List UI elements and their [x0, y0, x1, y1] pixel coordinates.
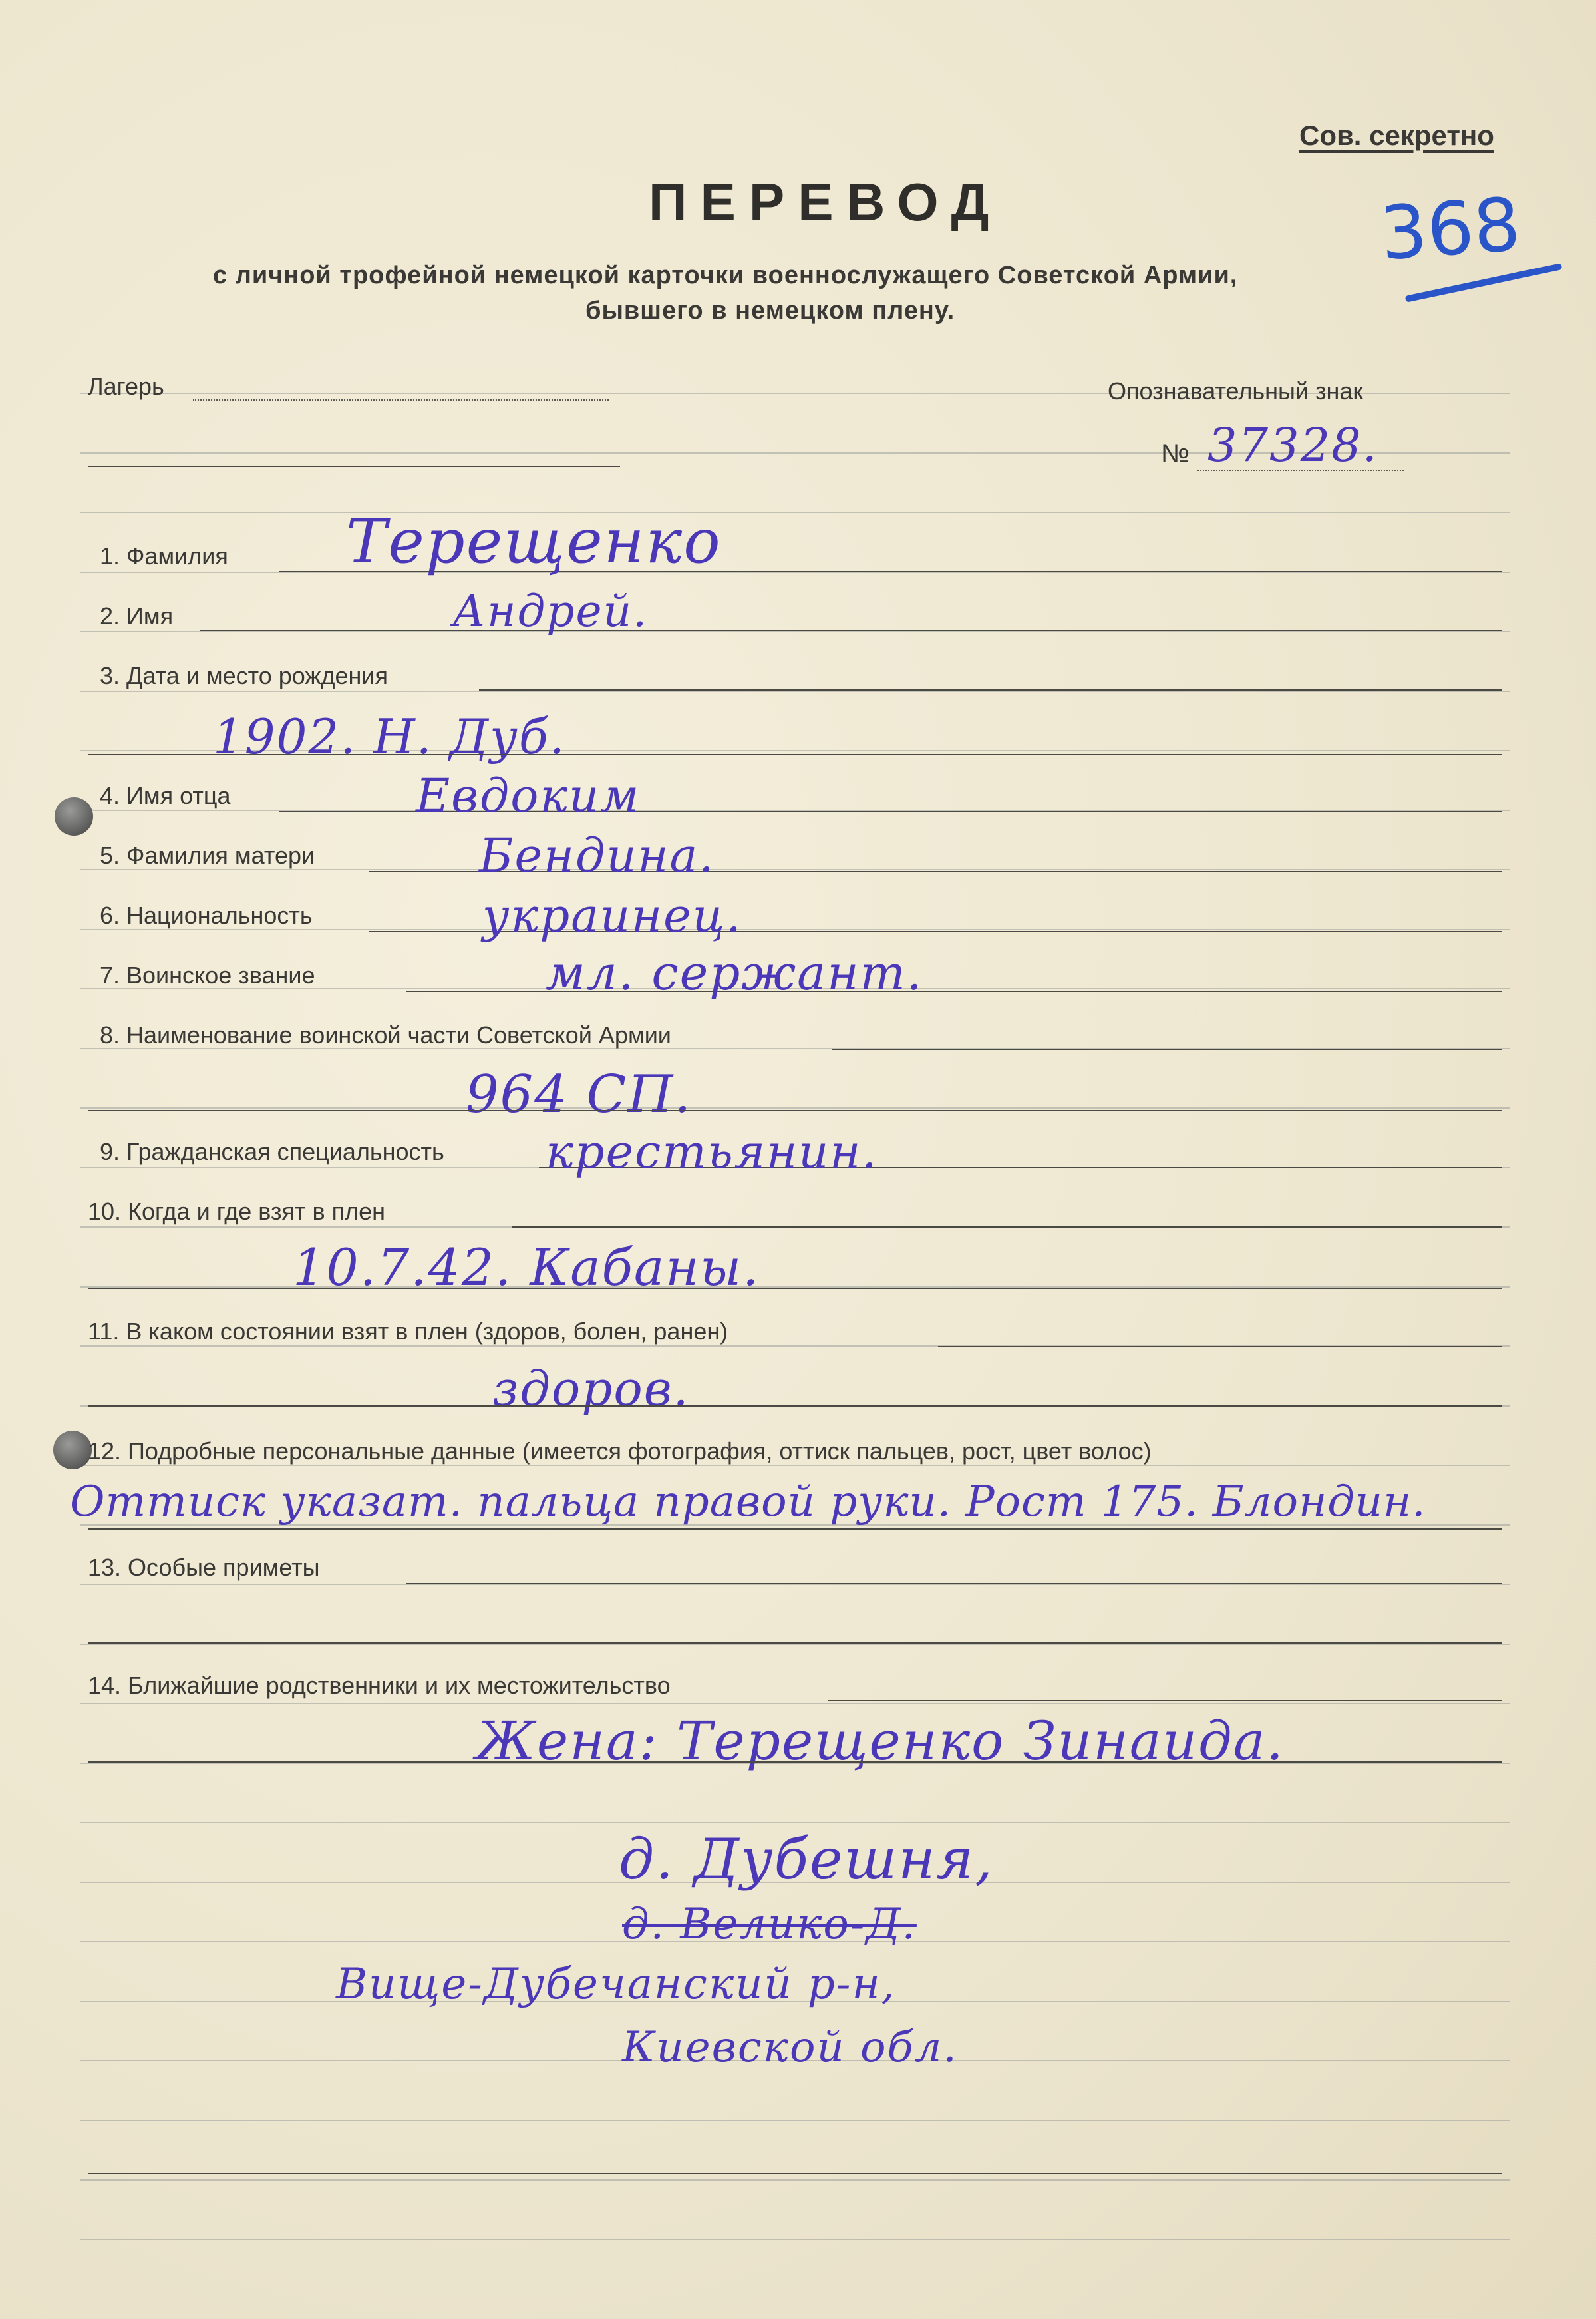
field-11-label: 11. В каком состоянии взят в плен (здоров, болен, ранен)	[88, 1318, 728, 1345]
field-5-label: 5. Фамилия матери	[100, 842, 315, 869]
field-1-label: 1. Фамилия	[100, 542, 228, 570]
field-14-line	[828, 1700, 1502, 1701]
field-2-value: Андрей.	[452, 586, 649, 637]
field-14-value-line-1: Жена: Терещенко Зинаида.	[476, 1710, 1285, 1772]
classification-stamp: Сов. секретно	[1299, 120, 1494, 151]
field-6-label: 6. Национальность	[100, 902, 313, 929]
ruled-line	[80, 1107, 1510, 1109]
id-tag-number-prefix: №	[1161, 439, 1190, 468]
field-10-line	[512, 1226, 1502, 1228]
field-13-line-2	[88, 1642, 1502, 1644]
field-12-value: Оттиск указат. пальца правой руки. Рост 175. Блондин.	[70, 1477, 1426, 1526]
ruled-line	[80, 512, 1510, 513]
field-3-label: 3. Дата и место рождения	[100, 662, 388, 689]
field-9-label: 9. Гражданская специальность	[100, 1138, 444, 1165]
id-tag-label: Опознавательный знак	[1108, 377, 1364, 405]
field-7-label: 7. Воинское звание	[100, 962, 315, 989]
id-tag-number: 37328.	[1207, 418, 1378, 472]
field-8-label: 8. Наименование воинской части Советской Армии	[100, 1021, 671, 1049]
ruled-line	[80, 691, 1510, 692]
camp-line-2	[88, 466, 620, 467]
field-11-value: здоров.	[492, 1361, 690, 1417]
field-8-value: 964 СП.	[466, 1065, 693, 1125]
field-9-value: крестьянин.	[546, 1125, 878, 1179]
field-4-value: Евдоким	[416, 769, 641, 823]
field-2-line	[200, 630, 1502, 631]
camp-dotted-line	[193, 399, 609, 401]
field-8-line-2	[88, 1110, 1502, 1111]
field-12-label: 12. Подробные персональные данные (имеется фотография, оттиск пальцев, рост, цвет волос)	[88, 1437, 1152, 1465]
ruled-line	[80, 2239, 1510, 2240]
ruled-line	[80, 2179, 1510, 2181]
field-14-line-3	[88, 2173, 1502, 2174]
subtitle-line-1: с личной трофейной немецкой карточки военнослужащего Советской Армии,	[213, 262, 1238, 289]
field-1-value: Терещенко	[346, 506, 722, 577]
ruled-line	[80, 1703, 1510, 1704]
field-6-value: украинец.	[482, 888, 742, 943]
field-5-value: Бендина.	[479, 828, 715, 883]
ruled-line	[80, 2120, 1510, 2121]
field-10-line-2	[88, 1288, 1502, 1289]
punch-hole-top	[55, 797, 93, 836]
field-14-label: 14. Ближайшие родственники и их местожительство	[88, 1672, 671, 1699]
field-14-value-line-5: Киевской обл.	[622, 2023, 958, 2072]
field-10-label: 10. Когда и где взят в плен	[88, 1198, 385, 1225]
field-7-value: мл. сержант.	[546, 945, 923, 1001]
field-12-line	[88, 1528, 1502, 1530]
ruled-line	[80, 1644, 1510, 1645]
camp-label: Лагерь	[88, 373, 164, 400]
punch-hole-bottom	[53, 1431, 92, 1469]
field-14-value-line-4: Вище-Дубечанский р-н,	[336, 1960, 896, 2009]
field-8-line	[832, 1049, 1502, 1050]
field-3-line-2	[88, 754, 1502, 755]
page-title: ПЕРЕВОД	[649, 172, 1003, 232]
field-13-label: 13. Особые приметы	[88, 1554, 320, 1581]
field-13-line	[406, 1583, 1502, 1584]
ruled-line	[80, 1822, 1510, 1823]
field-10-value: 10.7.42. Кабаны.	[293, 1238, 760, 1297]
field-11-line	[938, 1346, 1502, 1347]
field-14-line-2	[88, 1761, 1502, 1763]
field-2-label: 2. Имя	[100, 602, 174, 629]
field-14-value-line-3-struck: д. Велико-Д.	[622, 1900, 917, 1949]
field-3-line	[479, 689, 1502, 691]
field-11-line-2	[88, 1405, 1502, 1407]
field-4-label: 4. Имя отца	[100, 782, 231, 809]
field-14-value-line-2: д. Дубешня,	[619, 1827, 994, 1892]
subtitle-line-2: бывшего в немецком плену.	[585, 297, 955, 325]
field-3-value: 1902. Н. Дуб.	[213, 709, 566, 765]
archive-number: 368	[1377, 181, 1523, 277]
